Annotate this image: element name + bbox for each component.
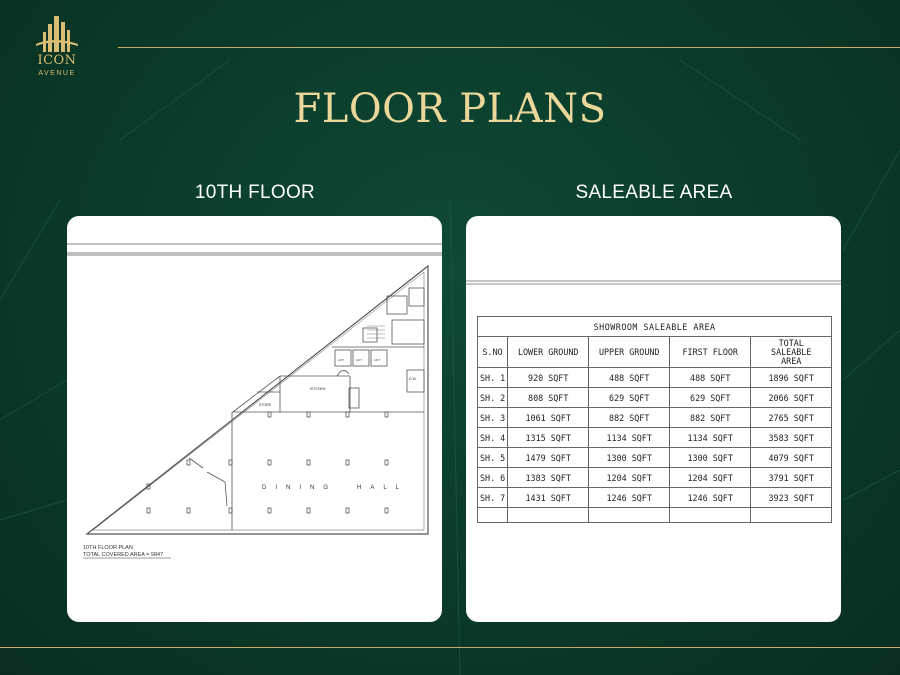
room-label-dining: DINING [262, 485, 337, 491]
cell-sno: SH. 4 [478, 428, 508, 448]
table-row [478, 428, 832, 448]
cell-total: 1896 SQFT [751, 368, 832, 388]
col-header-sno: S.NO [478, 337, 508, 368]
bottom-divider [0, 647, 900, 648]
cell-upper: 882 SQFT [589, 408, 670, 428]
cell-sno: SH. 6 [478, 468, 508, 488]
cell-sno: SH. 5 [478, 448, 508, 468]
room-label-lift-3: LIFT [374, 358, 381, 362]
cell-total: 4079 SQFT [751, 448, 832, 468]
table-row [478, 388, 832, 408]
col-header-total-line3: AREA [781, 355, 802, 366]
cell-first: 882 SQFT [670, 408, 751, 428]
col-header-total-line2: SALEABLE [771, 346, 812, 357]
plan-caption-area: TOTAL COVERED AREA = 9847 [83, 552, 164, 558]
cell-first: 1300 SQFT [670, 448, 751, 468]
logo-name: ICON [37, 53, 77, 68]
table-row [478, 468, 832, 488]
cell-lower: 808 SQFT [508, 388, 589, 408]
top-divider [118, 47, 900, 48]
cell-lower: 1061 SQFT [508, 408, 589, 428]
cell-first: 488 SQFT [670, 368, 751, 388]
cell-first: 1246 SQFT [670, 488, 751, 508]
room-label-dw: D.W. [409, 377, 417, 381]
col-header-first-floor: FIRST FLOOR [670, 337, 751, 368]
cell-first: 629 SQFT [670, 388, 751, 408]
cell-sno: SH. 3 [478, 408, 508, 428]
room-label-hall: HALL [357, 485, 409, 491]
table-row-empty [478, 508, 832, 523]
table-row [478, 368, 832, 388]
cell-sno: SH. 7 [478, 488, 508, 508]
col-header-upper-ground: UPPER GROUND [589, 337, 670, 368]
room-label-store: STORE [259, 403, 271, 407]
cell-total: 2765 SQFT [751, 408, 832, 428]
col-header-total [751, 337, 832, 368]
cell-total: 3923 SQFT [751, 488, 832, 508]
cell-upper: 488 SQFT [589, 368, 670, 388]
cell-sno: SH. 2 [478, 388, 508, 408]
table-row [478, 488, 832, 508]
room-label-kitchen: KITCHEN [310, 387, 326, 391]
floor-plan-heading: 10TH FLOOR [194, 182, 316, 203]
logo-subtitle: AVENUE [38, 70, 76, 77]
col-header-total-line1: TOTAL [778, 337, 804, 348]
cell-sno: SH. 1 [478, 368, 508, 388]
building-towers-icon [34, 14, 80, 54]
page-title: FLOOR PLANS [293, 86, 607, 132]
floor-plan-card [67, 216, 442, 622]
cell-upper: 629 SQFT [589, 388, 670, 408]
saleable-area-heading: SALEABLE AREA [575, 182, 733, 203]
drawing-border-lines [466, 216, 841, 296]
brand-logo [30, 14, 84, 86]
saleable-area-card [466, 216, 841, 622]
cell-lower: 1315 SQFT [508, 428, 589, 448]
cell-total: 2066 SQFT [751, 388, 832, 408]
cell-upper: 1204 SQFT [589, 468, 670, 488]
plan-caption-title: 10TH FLOOR PLAN [83, 545, 133, 551]
floor-plan-drawing [67, 216, 442, 622]
saleable-area-table-wrap [477, 316, 832, 523]
cell-lower: 1431 SQFT [508, 488, 589, 508]
saleable-area-table [477, 316, 832, 523]
cell-first: 1134 SQFT [670, 428, 751, 448]
cell-first: 1204 SQFT [670, 468, 751, 488]
col-header-lower-ground: LOWER GROUND [508, 337, 589, 368]
cell-total: 3791 SQFT [751, 468, 832, 488]
cell-lower: 920 SQFT [508, 368, 589, 388]
cell-lower: 1383 SQFT [508, 468, 589, 488]
cell-upper: 1246 SQFT [589, 488, 670, 508]
table-row [478, 448, 832, 468]
cell-total: 3583 SQFT [751, 428, 832, 448]
cell-lower: 1479 SQFT [508, 448, 589, 468]
room-label-lift-2: LIFT [356, 358, 363, 362]
cell-upper: 1134 SQFT [589, 428, 670, 448]
cell-upper: 1300 SQFT [589, 448, 670, 468]
table-row [478, 408, 832, 428]
table-title: SHOWROOM SALEABLE AREA [478, 317, 832, 337]
room-label-lift-1: LIFT [338, 358, 345, 362]
